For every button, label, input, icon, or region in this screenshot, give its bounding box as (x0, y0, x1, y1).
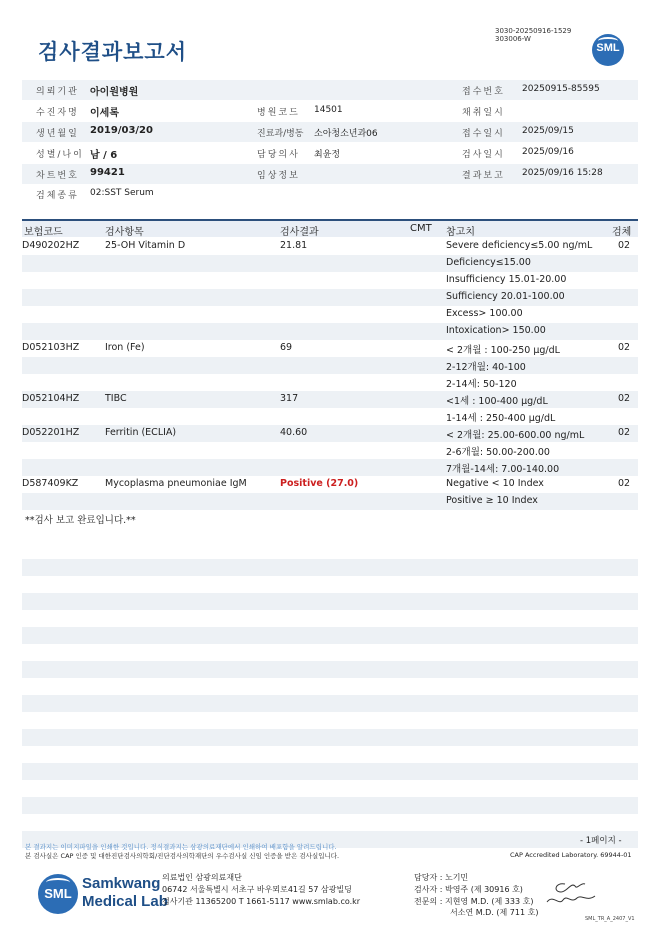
cell-reference: < 2개월 : 100-250 µg/dL (446, 345, 560, 356)
cell-test-result: Positive (27.0) (280, 478, 359, 489)
samkwang-logo-sml: SML (44, 886, 72, 901)
empty-row (22, 559, 638, 576)
cell-insurance-code: D052201HZ (22, 427, 80, 438)
info-row-2 (22, 101, 638, 121)
report-complete-note: **검사 보고 완료입니다.** (25, 515, 136, 526)
cell-specimen: 02 (618, 478, 631, 489)
cell-reference: Severe deficiency≤5.00 ng/mL (446, 240, 593, 251)
cell-specimen: 02 (618, 427, 631, 438)
table-row (22, 323, 638, 340)
cell-reference: <1세 : 100-400 µg/dL (446, 396, 548, 407)
org-contact: 검사기관 11365200 T 1661-5117 www.smlab.co.kr (162, 897, 361, 906)
cell-test-result: 69 (280, 342, 293, 353)
label-specimen-type: 검체종류 (36, 191, 79, 201)
cell-test-item: TIBC (105, 393, 127, 404)
info-row-1 (22, 80, 638, 100)
label-test-date: 검사일시 (462, 150, 505, 160)
label-collection-date: 채취일시 (462, 108, 505, 118)
empty-row (22, 797, 638, 814)
cell-reference: Intoxication> 150.00 (446, 325, 546, 336)
cell-reference: Negative < 10 Index (446, 478, 544, 489)
cell-reference: Sufficiency 20.01-100.00 (446, 291, 565, 302)
empty-row (22, 627, 638, 644)
results-table-header (22, 219, 638, 237)
attending-doctor: 최윤정 (314, 150, 341, 160)
staff-specialist-1: 전문의 : 지현영 M.D. (제 333 호) (414, 897, 534, 906)
label-receipt-number: 접수번호 (462, 87, 505, 97)
cell-specimen: 02 (618, 393, 631, 404)
report-date: 2025/09/16 15:28 (522, 168, 603, 178)
cell-specimen: 02 (618, 240, 631, 251)
table-row (22, 340, 638, 357)
empty-row (22, 661, 638, 678)
form-code: SML_TR_A_2407_V1 (585, 916, 635, 922)
cell-test-result: 21.81 (280, 240, 308, 251)
requesting-hospital: 아이원병원 (90, 87, 139, 98)
table-row (22, 442, 638, 459)
table-row (22, 459, 638, 476)
receipt-number: 20250915-85595 (522, 84, 600, 94)
info-row-4 (22, 143, 638, 163)
label-chart-number: 차트번호 (36, 171, 79, 181)
logo-text: SML (596, 42, 620, 54)
col-cmt: CMT (410, 223, 432, 234)
samkwang-logo-name-1: Samkwang (82, 875, 161, 892)
cell-test-item: Ferritin (ECLIA) (105, 427, 177, 438)
label-report-date: 결과보고 (462, 171, 505, 181)
sml-logo (592, 34, 624, 66)
cell-reference: Excess> 100.00 (446, 308, 523, 319)
cell-reference: < 2개월: 25.00-600.00 ng/mL (446, 430, 585, 441)
birth-date: 2019/03/20 (90, 125, 153, 136)
empty-row (22, 763, 638, 780)
table-row (22, 425, 638, 442)
cell-reference: Positive ≥ 10 Index (446, 495, 538, 506)
test-date: 2025/09/16 (522, 147, 574, 157)
samkwang-logo-name-2: Medical Lab (82, 893, 168, 910)
label-requesting-hospital: 의뢰기관 (36, 87, 79, 97)
empty-row (22, 729, 638, 746)
chart-number: 99421 (90, 167, 125, 178)
info-row-6 (22, 184, 638, 204)
cell-reference: 1-14세 : 250-400 µg/dL (446, 413, 556, 424)
col-insurance-code: 보험코드 (24, 227, 63, 238)
col-test-item: 검사항목 (105, 227, 144, 238)
table-row (22, 391, 638, 408)
cell-insurance-code: D587409KZ (22, 478, 79, 489)
cell-reference: 2-6개월: 50.00-200.00 (446, 447, 550, 458)
info-row-5 (22, 164, 638, 184)
cell-reference: 2-12개월: 40-100 (446, 362, 526, 373)
page-title: 검사결과보고서 (38, 40, 188, 64)
table-row (22, 289, 638, 306)
empty-row (22, 695, 638, 712)
department: 소아청소년과06 (314, 129, 378, 139)
table-row (22, 408, 638, 425)
cell-insurance-code: D052104HZ (22, 393, 80, 404)
staff-specialist-2: 서소연 M.D. (제 711 호) (450, 908, 539, 917)
cell-insurance-code: D052103HZ (22, 342, 80, 353)
table-row (22, 374, 638, 391)
label-hospital-code: 병원코드 (257, 108, 300, 118)
col-test-result: 검사결과 (280, 227, 319, 238)
cell-reference: Deficiency≤15.00 (446, 257, 531, 268)
table-row (22, 255, 638, 272)
table-row (22, 238, 638, 255)
cell-reference: Insufficiency 15.01-20.00 (446, 274, 567, 285)
receipt-date: 2025/09/15 (522, 126, 574, 136)
staff-tester: 검사자 : 박영주 (제 30916 호) (414, 885, 523, 894)
cell-insurance-code: D490202HZ (22, 240, 80, 251)
org-name: 의료법인 삼광의료재단 (162, 873, 242, 882)
cell-reference: 2-14세: 50-120 (446, 379, 517, 390)
label-birth-date: 생년월일 (36, 129, 79, 139)
table-row (22, 357, 638, 374)
staff-manager: 담당자 : 노기민 (414, 873, 469, 882)
signature-icon (545, 876, 605, 916)
document-id: 3030-20250916-1529 (495, 27, 572, 35)
label-clinical-info: 임상정보 (257, 171, 300, 181)
col-specimen: 검체 (612, 227, 632, 238)
hospital-code: 14501 (314, 105, 343, 115)
page-number: - 1페이지 - (580, 836, 622, 846)
label-patient-name: 수진자명 (36, 108, 79, 118)
label-department: 진료과/병동 (257, 129, 304, 139)
label-attending-doctor: 담당의사 (257, 150, 300, 160)
patient-name: 이세록 (90, 108, 119, 119)
table-row (22, 493, 638, 510)
col-reference: 참고치 (446, 227, 475, 238)
info-row-3 (22, 122, 638, 142)
image-print-notice: 본 결과지는 이미지파일을 인쇄한 것입니다. 정식결과지는 삼광의료재단에서 인쇄하여 배포함을 알려드립니다. (25, 843, 337, 851)
specimen-type: 02:SST Serum (90, 188, 154, 198)
label-sex-age: 성별/나이 (36, 150, 84, 160)
org-address: 06742 서울특별시 서초구 바우뫼로41길 57 삼광빌딩 (162, 885, 352, 894)
certification-notice: 본 검사실은 CAP 인증 및 대한진단검사의학회/진단검사의학재단의 우수검사실 신임 인증을 받은 검사실입니다. (25, 852, 340, 860)
cell-test-item: 25-OH Vitamin D (105, 240, 186, 251)
table-row (22, 476, 638, 493)
sex-age: 남 / 6 (90, 150, 118, 161)
empty-row (22, 593, 638, 610)
cell-reference: 7개월-14세: 7.00-140.00 (446, 464, 560, 475)
cell-test-item: Mycoplasma pneumoniae IgM (105, 478, 247, 489)
samkwang-logo-icon (38, 874, 78, 914)
cell-test-result: 317 (280, 393, 299, 404)
label-receipt-date: 접수일시 (462, 129, 505, 139)
cell-specimen: 02 (618, 342, 631, 353)
cap-accreditation: CAP Accredited Laboratory. 69944-01 (510, 851, 632, 859)
cell-test-result: 40.60 (280, 427, 308, 438)
table-row (22, 272, 638, 289)
table-row (22, 306, 638, 323)
document-sub-id: 303006-W (495, 35, 531, 43)
cell-test-item: Iron (Fe) (105, 342, 145, 353)
